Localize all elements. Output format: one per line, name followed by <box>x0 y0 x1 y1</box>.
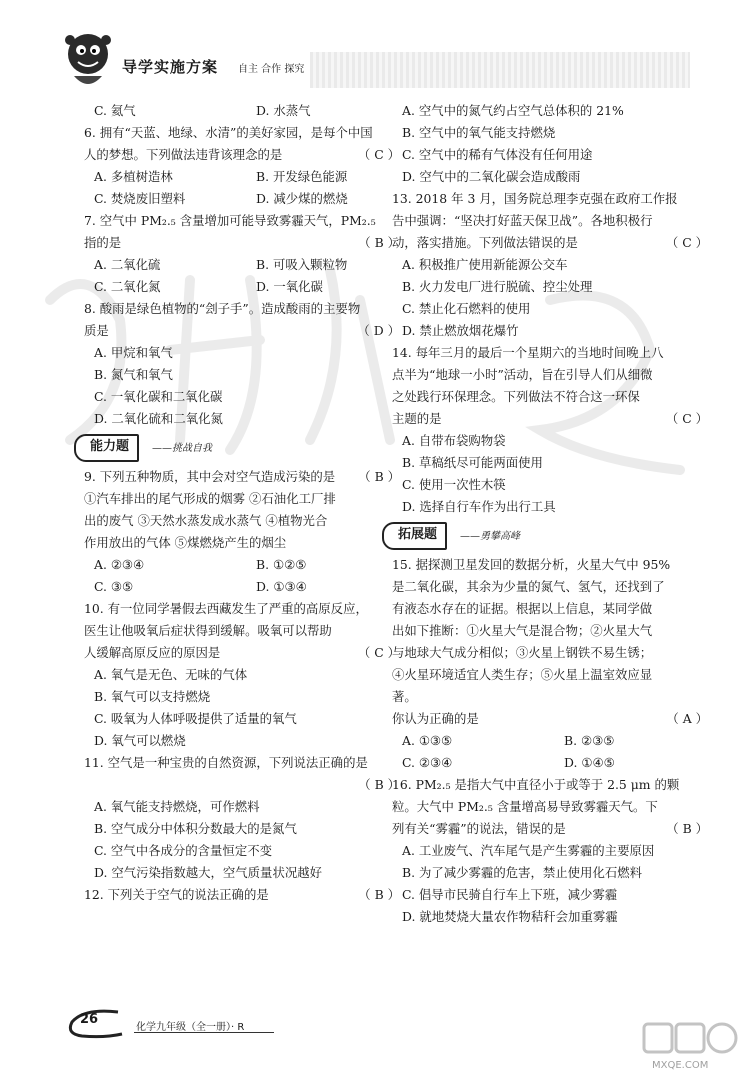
answer-mark: （ B ） <box>666 821 708 836</box>
question-stem: 6. 拥有“天蓝、地绿、水清”的美好家园，是每个中国 <box>84 125 373 140</box>
footer-divider <box>134 1032 274 1033</box>
option-row: C. 二氧化氮 D. 一氧化碳 <box>94 279 323 294</box>
question-stem: 质是 （ D ） <box>84 320 406 342</box>
option-row: C. ②③④ D. ①④⑤ <box>402 755 615 770</box>
question-6 <box>84 122 406 210</box>
question-body: 作用放出的气体 ⑤煤燃烧产生的烟尘 <box>84 535 287 550</box>
option: A. 自带布袋购物袋 <box>402 433 506 448</box>
section-title: 能力题 <box>74 434 139 462</box>
question-stem: 医生让他吸氧后症状得到缓解。吸氧可以帮助 <box>84 623 332 638</box>
question-stem: 粒。大气中 PM₂.₅ 含量增高易导致雾霾天气。下 <box>392 799 658 814</box>
header-decor-bar <box>310 52 690 88</box>
question-10 <box>84 598 406 752</box>
question-stem: 7. 空气中 PM₂.₅ 含量增加可能导致雾霾天气，PM₂.₅ <box>84 213 376 228</box>
section-title: 拓展题 <box>382 522 447 550</box>
option-row: C. 焚烧废旧塑料 D. 减少煤的燃烧 <box>94 191 348 206</box>
brand-tagline: 自主 合作 探究 <box>238 64 305 75</box>
answer-mark: （ D ） <box>357 323 400 338</box>
q5-options <box>84 100 406 122</box>
answer-mark: （ C ） <box>665 235 708 250</box>
answer-mark: （ C ） <box>357 645 400 660</box>
page-footer <box>64 1006 724 1046</box>
option: B. 火力发电厂进行脱硫、控尘处理 <box>402 279 593 294</box>
option: D. 空气污染指数越大，空气质量状况越好 <box>94 865 323 880</box>
answer-mark: （ C ） <box>665 411 708 426</box>
option: A. 氧气是无色、无味的气体 <box>94 667 248 682</box>
option-row: A. ②③④ B. ①②⑤ <box>94 557 307 572</box>
question-stem: 12. 下列关于空气的说法正确的是 （ B ） <box>84 884 406 906</box>
question-stem: 主题的是 （ C ） <box>392 408 714 430</box>
option: A. 积极推广使用新能源公交车 <box>402 257 568 272</box>
brand-title: 导学实施方案 <box>122 58 219 76</box>
option: D. 空气中的二氧化碳会造成酸雨 <box>402 169 581 184</box>
option: B. 草稿纸尽可能两面使用 <box>402 455 543 470</box>
question-13 <box>392 188 714 342</box>
question-16 <box>392 774 714 928</box>
option: A. 空气中的氮气约占空气总体积的 21% <box>402 103 624 118</box>
question-stem: 著。 <box>392 689 417 704</box>
option: B. 为了减少雾霾的危害，禁止使用化石燃料 <box>402 865 643 880</box>
page-header <box>60 30 710 100</box>
question-body: 出的废气 ③天然水蒸发成水蒸气 ④植物光合 <box>84 513 328 528</box>
question-stem: 是二氧化碳，其余为少量的氮气、氢气，还找到了 <box>392 579 665 594</box>
answer-mark: （ B ） <box>358 887 400 902</box>
question-11 <box>84 752 406 884</box>
answer-mark: （ B ） <box>358 777 400 792</box>
question-12 <box>84 884 406 906</box>
option-row: A. 多植树造林 B. 开发绿色能源 <box>94 169 348 184</box>
question-stem: 8. 酸雨是绿色植物的“刽子手”。造成酸雨的主要物 <box>84 301 361 316</box>
option: B. 氧气可以支持燃烧 <box>94 689 211 704</box>
option: C. 空气中各成分的含量恒定不变 <box>94 843 272 858</box>
option-d: D. 水蒸气 <box>256 103 311 118</box>
answer-mark: （ B ） <box>358 469 400 484</box>
question-stem: 列有关“雾霾”的说法，错误的是 （ B ） <box>392 818 714 840</box>
answer-mark: （ C ） <box>357 147 400 162</box>
section-extension <box>392 520 714 550</box>
question-stem: 11. 空气是一种宝贵的自然资源，下列说法正确的是 <box>84 755 368 770</box>
option-row: A. ①③⑤ B. ②③⑤ <box>402 733 615 748</box>
question-stem: 点半为“地球一小时”活动，旨在引导人们从细微 <box>392 367 653 382</box>
question-12-options <box>392 100 714 188</box>
option: C. 空气中的稀有气体没有任何用途 <box>402 147 593 162</box>
section-ability <box>84 432 406 462</box>
question-stem: 人缓解高原反应的原因是 （ C ） <box>84 642 406 664</box>
option: D. 二氧化硫和二氧化氮 <box>94 411 223 426</box>
option: B. 空气中的氧气能支持燃烧 <box>402 125 556 140</box>
question-stem: 之处践行环保理念。下列做法不符合这一环保 <box>392 389 640 404</box>
question-stem: 有液态水存在的证据。根据以上信息，某同学做 <box>392 601 653 616</box>
question-stem: 15. 据探测卫星发回的数据分析，火星大气中 95% <box>392 557 671 572</box>
answer-mark: （ A ） <box>666 711 708 726</box>
option: C. 吸氧为人体呼吸提供了适量的氧气 <box>94 711 297 726</box>
question-stem: ④火星环境适宜人类生存；⑤火星上温室效应显 <box>392 667 653 682</box>
question-9 <box>84 466 406 598</box>
book-title: 化学九年级（全一册）· R <box>136 1022 245 1033</box>
option: A. 工业废气、汽车尾气是产生雾霾的主要原因 <box>402 843 655 858</box>
question-stem: 人的梦想。下列做法违背该理念的是 （ C ） <box>84 144 406 166</box>
question-stem: 动，落实措施。下列做法错误的是 （ C ） <box>392 232 714 254</box>
option: D. 就地焚烧大量农作物秸秆会加重雾霾 <box>402 909 618 924</box>
question-15 <box>392 554 714 774</box>
option: D. 选择自行车作为出行工具 <box>402 499 556 514</box>
option: C. 一氧化碳和二氧化碳 <box>94 389 223 404</box>
answer-row <box>84 774 406 796</box>
option-row: A. 二氧化硫 B. 可吸入颗粒物 <box>94 257 348 272</box>
option: D. 氧气可以燃烧 <box>94 733 186 748</box>
question-14 <box>392 342 714 518</box>
left-column <box>84 100 406 906</box>
section-subtitle: ——挑战自我 <box>152 443 212 454</box>
question-8 <box>84 298 406 430</box>
mascot-icon <box>60 30 116 94</box>
option: D. 禁止燃放烟花爆竹 <box>402 323 519 338</box>
section-subtitle: ——勇攀高峰 <box>460 531 520 542</box>
option: C. 禁止化石燃料的使用 <box>402 301 531 316</box>
question-stem: 16. PM₂.₅ 是指大气中直径小于或等于 2.5 μm 的颗 <box>392 777 680 792</box>
question-stem: 13. 2018 年 3 月，国务院总理李克强在政府工作报 <box>392 191 678 206</box>
question-stem: 10. 有一位同学暑假去西藏发生了严重的高原反应， <box>84 601 368 616</box>
option: A. 氧气能支持燃烧，可作燃料 <box>94 799 260 814</box>
option-c: C. 氦气 <box>94 103 136 118</box>
question-stem: 出如下推断：①火星大气是混合物；②火星大气 <box>392 623 653 638</box>
option-row: C. ③⑤ D. ①③④ <box>94 579 307 594</box>
page-number: 26 <box>80 1012 99 1027</box>
option: B. 氮气和氧气 <box>94 367 173 382</box>
right-column <box>392 100 714 928</box>
watermark-text: MXQE.COM <box>652 1060 709 1071</box>
option: C. 使用一次性木筷 <box>402 477 506 492</box>
question-stem: 告中强调：“坚决打好蓝天保卫战”。各地积极行 <box>392 213 653 228</box>
option: C. 倡导市民骑自行车上下班，减少雾霾 <box>402 887 618 902</box>
question-7 <box>84 210 406 298</box>
question-body: ①汽车排出的尾气形成的烟雾 ②石油化工厂排 <box>84 491 336 506</box>
question-stem: 指的是 （ B ） <box>84 232 406 254</box>
question-stem: 14. 每年三月的最后一个星期六的当地时间晚上八 <box>392 345 664 360</box>
question-stem: 与地球大气成分相似；③火星上钢铁不易生锈； <box>392 645 653 660</box>
question-prompt: 你认为正确的是 （ A ） <box>392 708 714 730</box>
option: A. 甲烷和氧气 <box>94 345 173 360</box>
question-stem: 9. 下列五种物质，其中会对空气造成污染的是 （ B ） <box>84 466 406 488</box>
answer-mark: （ B ） <box>358 235 400 250</box>
option: B. 空气成分中体积分数最大的是氮气 <box>94 821 297 836</box>
